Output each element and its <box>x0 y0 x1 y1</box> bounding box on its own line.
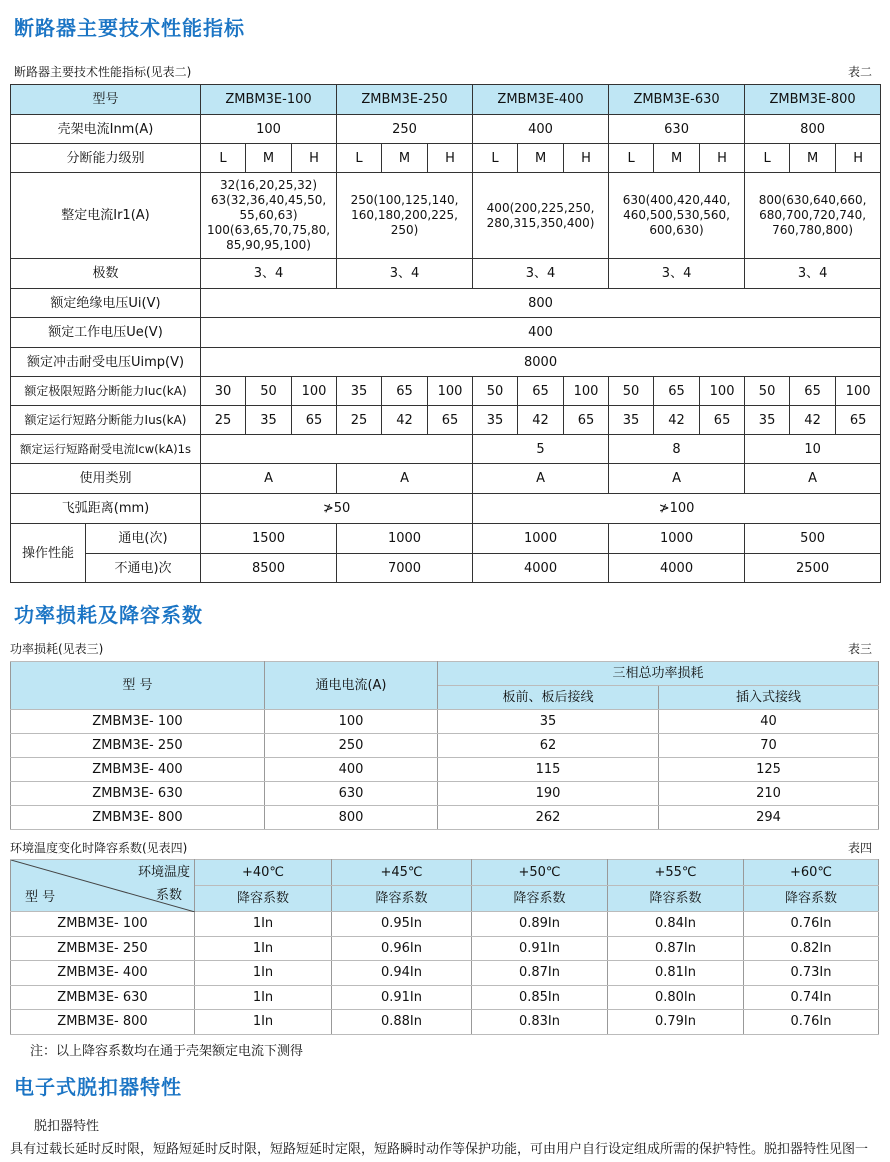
value-cell: 0.88In <box>332 1010 472 1035</box>
table3-caption: 功率损耗(见表三) <box>10 642 104 656</box>
table-row <box>11 554 881 583</box>
icu-cell: 100 <box>700 377 745 406</box>
value-cell: 0.83In <box>472 1010 608 1035</box>
icu-cell: 50 <box>745 377 790 406</box>
value-cell: 190 <box>438 782 659 806</box>
header-current: 通电电流(A) <box>265 662 438 710</box>
value-cell: 630 <box>265 782 438 806</box>
icu-cell: 30 <box>201 377 246 406</box>
level-cell: M <box>518 144 564 173</box>
table-row <box>11 318 881 348</box>
ics-cell: 42 <box>654 406 700 435</box>
table3-number: 表三 <box>847 642 872 656</box>
header-col: ZMBM3E-250 <box>337 85 473 115</box>
value-cell: 0.85In <box>472 985 608 1010</box>
cell: A <box>337 464 473 494</box>
value-cell: 70 <box>659 734 879 758</box>
ics-cell: 25 <box>337 406 382 435</box>
cell: A <box>473 464 609 494</box>
value-cell: 0.73In <box>744 961 879 986</box>
row-label: 额定工作电压Ue(V) <box>11 318 201 348</box>
level-cell: L <box>201 144 246 173</box>
ics-cell: 35 <box>745 406 790 435</box>
header-model: 型 号 <box>11 662 265 710</box>
cell: 630 <box>609 115 745 144</box>
cell: 630(400,420,440, 460,500,530,560, 600,630) <box>609 173 745 259</box>
cell: 8 <box>609 435 745 464</box>
icu-cell: 65 <box>518 377 564 406</box>
section-heading-power-loss: 功率损耗及降容系数 <box>14 603 203 627</box>
level-cell: H <box>292 144 337 173</box>
icu-cell: 65 <box>790 377 836 406</box>
icu-cell: 100 <box>428 377 473 406</box>
level-cell: M <box>654 144 700 173</box>
derating-note: 注：以上降容系数均在通于壳架额定电流下测得 <box>30 1044 304 1059</box>
cell: 3、4 <box>473 259 609 289</box>
level-cell: L <box>745 144 790 173</box>
table-row <box>11 961 879 986</box>
cell: 250(100,125,140, 160,180,200,225, 250) <box>337 173 473 259</box>
level-cell: L <box>337 144 382 173</box>
model-cell: ZMBM3E- 400 <box>11 758 265 782</box>
table-row <box>11 115 881 144</box>
ics-cell: 35 <box>246 406 292 435</box>
value-cell: 1In <box>195 912 332 937</box>
value-cell: 800 <box>265 806 438 830</box>
ics-cell: 25 <box>201 406 246 435</box>
cell: 2500 <box>745 554 881 583</box>
level-cell: L <box>473 144 518 173</box>
table-header-row <box>11 85 881 115</box>
level-cell: L <box>609 144 654 173</box>
section-heading-trip-unit: 电子式脱扣器特性 <box>14 1075 182 1099</box>
value-cell: 0.87In <box>472 961 608 986</box>
table-row <box>11 406 881 435</box>
table-row <box>11 806 879 830</box>
ics-cell: 35 <box>609 406 654 435</box>
temp-header: +60℃ <box>744 860 879 886</box>
value-cell: 0.80In <box>608 985 744 1010</box>
table2-number: 表二 <box>847 65 872 79</box>
row-label: 极数 <box>11 259 201 289</box>
cell: 800 <box>201 289 881 318</box>
value-cell: 0.76In <box>744 912 879 937</box>
cell: 400 <box>473 115 609 144</box>
model-cell: ZMBM3E- 800 <box>11 1010 195 1035</box>
table-row <box>11 734 879 758</box>
level-cell: M <box>382 144 428 173</box>
header-col: ZMBM3E-400 <box>473 85 609 115</box>
row-label: 使用类别 <box>11 464 201 494</box>
header-col: ZMBM3E-100 <box>201 85 337 115</box>
table4-caption: 环境温度变化时降容系数(见表四) <box>10 841 188 855</box>
level-cell: H <box>700 144 745 173</box>
diag-coef-label: 系数 <box>155 888 182 903</box>
temp-header: +45℃ <box>332 860 472 886</box>
header-front-wiring: 板前、板后接线 <box>438 686 659 710</box>
cell: 1500 <box>201 524 337 554</box>
table-row <box>11 985 879 1010</box>
ics-cell: 42 <box>790 406 836 435</box>
table-row <box>11 1010 879 1035</box>
table-row <box>11 173 881 259</box>
cell: 1000 <box>609 524 745 554</box>
model-cell: ZMBM3E- 100 <box>11 912 195 937</box>
level-cell: H <box>836 144 881 173</box>
coef-header: 降容系数 <box>744 886 879 912</box>
ics-cell: 42 <box>382 406 428 435</box>
value-cell: 35 <box>438 710 659 734</box>
icu-cell: 100 <box>564 377 609 406</box>
model-cell: ZMBM3E- 630 <box>11 782 265 806</box>
cell: 400 <box>201 318 881 348</box>
ics-cell: 65 <box>836 406 881 435</box>
value-cell: 1In <box>195 936 332 961</box>
ics-cell: 35 <box>473 406 518 435</box>
cell: 400(200,225,250, 280,315,350,400) <box>473 173 609 259</box>
value-cell: 1In <box>195 985 332 1010</box>
icu-cell: 65 <box>654 377 700 406</box>
cell: 1000 <box>473 524 609 554</box>
table-row <box>11 377 881 406</box>
cell: 500 <box>745 524 881 554</box>
value-cell: 210 <box>659 782 879 806</box>
cell: 5 <box>473 435 609 464</box>
cell: 4000 <box>473 554 609 583</box>
temp-header: +50℃ <box>472 860 608 886</box>
table-row <box>11 464 881 494</box>
value-cell: 0.79In <box>608 1010 744 1035</box>
cell: 3、4 <box>201 259 337 289</box>
value-cell: 0.82In <box>744 936 879 961</box>
value-cell: 0.91In <box>472 936 608 961</box>
icu-cell: 100 <box>836 377 881 406</box>
specs-table <box>10 84 881 583</box>
table-row <box>11 912 879 937</box>
row-label: 壳架电流Inm(A) <box>11 115 201 144</box>
cell: 32(16,20,25,32) 63(32,36,40,45,50, 55,60,63) 100(63,65,70,75,80, 85,90,95,100) <box>201 173 337 259</box>
cell: 250 <box>337 115 473 144</box>
table-row <box>11 289 881 318</box>
cell: A <box>201 464 337 494</box>
ics-cell: 65 <box>292 406 337 435</box>
level-cell: M <box>246 144 292 173</box>
model-cell: ZMBM3E- 100 <box>11 710 265 734</box>
cell: 1000 <box>337 524 473 554</box>
cell: 3、4 <box>609 259 745 289</box>
diag-model-label: 型 号 <box>25 890 56 905</box>
value-cell: 0.96In <box>332 936 472 961</box>
table-row <box>11 936 879 961</box>
cell: 10 <box>745 435 881 464</box>
icu-cell: 50 <box>609 377 654 406</box>
coef-header: 降容系数 <box>472 886 608 912</box>
header-model: 型号 <box>11 85 201 115</box>
row-label: 额定极限短路分断能力Iuc(kA) <box>11 377 201 406</box>
value-cell: 0.87In <box>608 936 744 961</box>
table-row <box>11 710 879 734</box>
cell: 8000 <box>201 348 881 377</box>
model-cell: ZMBM3E- 250 <box>11 936 195 961</box>
ics-cell: 65 <box>700 406 745 435</box>
cell: 4000 <box>609 554 745 583</box>
value-cell: 1In <box>195 961 332 986</box>
value-cell: 40 <box>659 710 879 734</box>
power-loss-table <box>10 661 879 830</box>
level-cell: H <box>428 144 473 173</box>
cell: ≯100 <box>473 494 881 524</box>
value-cell: 0.89In <box>472 912 608 937</box>
coef-header: 降容系数 <box>608 886 744 912</box>
value-cell: 125 <box>659 758 879 782</box>
value-cell: 0.81In <box>608 961 744 986</box>
value-cell: 62 <box>438 734 659 758</box>
row-sublabel: 通电(次) <box>86 524 201 554</box>
value-cell: 0.76In <box>744 1010 879 1035</box>
value-cell: 0.95In <box>332 912 472 937</box>
row-label: 额定运行短路耐受电流Icw(kA)1s <box>11 435 201 464</box>
diag-temp-label: 环境温度 <box>137 865 190 880</box>
value-cell: 400 <box>265 758 438 782</box>
cell: 3、4 <box>337 259 473 289</box>
table-header-row <box>11 860 879 886</box>
table-row <box>11 144 881 173</box>
diagonal-header-cell <box>11 860 195 912</box>
cell: 100 <box>201 115 337 144</box>
row-sublabel: 不通电)次 <box>86 554 201 583</box>
cell: A <box>609 464 745 494</box>
ics-cell: 65 <box>428 406 473 435</box>
cell: 800(630,640,660, 680,700,720,740, 760,780,800) <box>745 173 881 259</box>
ics-cell: 65 <box>564 406 609 435</box>
table-row <box>11 259 881 289</box>
ics-cell: 42 <box>518 406 564 435</box>
table2-caption: 断路器主要技术性能指标(见表二) <box>14 65 192 79</box>
table-row <box>11 782 879 806</box>
icu-cell: 100 <box>292 377 337 406</box>
value-cell: 0.84In <box>608 912 744 937</box>
header-col: ZMBM3E-630 <box>609 85 745 115</box>
value-cell: 0.74In <box>744 985 879 1010</box>
value-cell: 262 <box>438 806 659 830</box>
cell: 3、4 <box>745 259 881 289</box>
row-label: 分断能力级别 <box>11 144 201 173</box>
level-cell: M <box>790 144 836 173</box>
header-col: ZMBM3E-800 <box>745 85 881 115</box>
icu-cell: 35 <box>337 377 382 406</box>
table4-number: 表四 <box>847 841 872 855</box>
table-header-row <box>11 662 879 686</box>
value-cell: 0.94In <box>332 961 472 986</box>
model-cell: ZMBM3E- 400 <box>11 961 195 986</box>
table-row <box>11 524 881 554</box>
value-cell: 115 <box>438 758 659 782</box>
value-cell: 1In <box>195 1010 332 1035</box>
row-label: 额定绝缘电压Ui(V) <box>11 289 201 318</box>
row-label: 飞弧距离(mm) <box>11 494 201 524</box>
value-cell: 250 <box>265 734 438 758</box>
header-total-loss: 三相总功率损耗 <box>438 662 879 686</box>
row-label: 额定冲击耐受电压Uimp(V) <box>11 348 201 377</box>
coef-header: 降容系数 <box>195 886 332 912</box>
derating-table <box>10 859 879 1035</box>
model-cell: ZMBM3E- 800 <box>11 806 265 830</box>
header-plug-in: 插入式接线 <box>659 686 879 710</box>
temp-header: +55℃ <box>608 860 744 886</box>
row-label: 操作性能 <box>11 524 86 583</box>
cell <box>201 435 473 464</box>
row-label: 额定运行短路分断能力Ius(kA) <box>11 406 201 435</box>
level-cell: H <box>564 144 609 173</box>
table-row <box>11 758 879 782</box>
cell: A <box>745 464 881 494</box>
temp-header: +40℃ <box>195 860 332 886</box>
model-cell: ZMBM3E- 250 <box>11 734 265 758</box>
table-row <box>11 494 881 524</box>
table-row <box>11 435 881 464</box>
value-cell: 100 <box>265 710 438 734</box>
cell: 800 <box>745 115 881 144</box>
model-cell: ZMBM3E- 630 <box>11 985 195 1010</box>
body-paragraph: 具有过载长延时反时限，短路短延时反时限，短路短延时定限，短路瞬时动作等保护功能，可由用户自行设定组成所需的保护特性。脱扣器特性见图一 <box>10 1142 869 1157</box>
coef-header: 降容系数 <box>332 886 472 912</box>
table-row <box>11 348 881 377</box>
subheading-trip-characteristics: 脱扣器特性 <box>34 1119 100 1134</box>
section-heading-specs: 断路器主要技术性能指标 <box>14 16 245 40</box>
value-cell: 0.91In <box>332 985 472 1010</box>
cell: 8500 <box>201 554 337 583</box>
icu-cell: 65 <box>382 377 428 406</box>
row-label: 整定电流Ir1(A) <box>11 173 201 259</box>
icu-cell: 50 <box>473 377 518 406</box>
value-cell: 294 <box>659 806 879 830</box>
icu-cell: 50 <box>246 377 292 406</box>
cell: 7000 <box>337 554 473 583</box>
cell: ≯50 <box>201 494 473 524</box>
